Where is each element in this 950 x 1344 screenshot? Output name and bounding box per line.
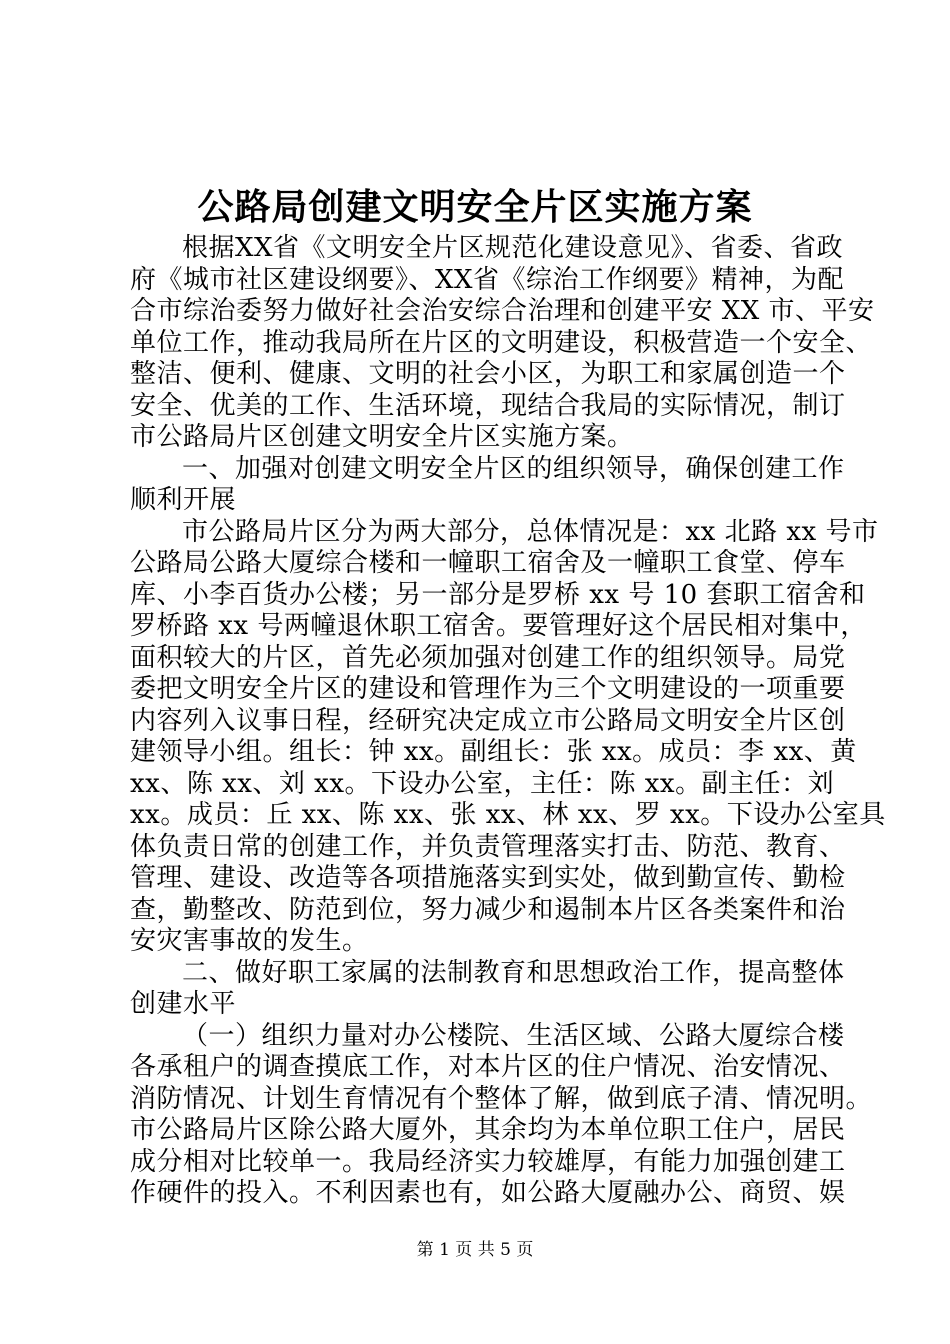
body-line: 创建水平 xyxy=(130,989,237,1019)
body-line: 根据XX省《文明安全片区规范化建设意见》、省委、省政 xyxy=(182,233,844,263)
body-line: 公路局公路大厦综合楼和一幢职工宿舍及一幢职工食堂、停车 xyxy=(130,548,846,578)
body-line: 市公路局片区除公路大厦外，其余均为本单位职工住户，居民 xyxy=(130,1115,846,1145)
document-title: 公路局创建文明安全片区实施方案 xyxy=(197,186,753,228)
body-line: （一）组织力量对办公楼院、生活区域、公路大厦综合楼 xyxy=(182,1020,845,1051)
body-line: 罗桥路 xx 号两幢退休职工宿舍。要管理好这个居民相对集中， xyxy=(130,611,867,641)
body-line: 建领导小组。组长：钟 xx。副组长：张 xx。成员：李 xx、黄 xyxy=(130,737,857,767)
body-line: 一、加强对创建文明安全片区的组织领导，确保创建工作 xyxy=(182,453,845,484)
body-line: 查，勤整改、防范到位，努力减少和遏制本片区各类案件和治 xyxy=(130,894,846,925)
body-line: 各承租户的调查摸底工作，对本片区的住户情况、治安情况、 xyxy=(130,1052,846,1082)
body-line: xx、陈 xx、刘 xx。下设办公室，主任：陈 xx。副主任：刘 xyxy=(130,768,835,799)
body-line: 体负责日常的创建工作，并负责管理落实打击、防范、教育、 xyxy=(130,831,846,862)
body-line: 市公路局片区创建文明安全片区实施方案。 xyxy=(130,422,634,452)
body-line: 单位工作，推动我局所在片区的文明建设，积极营造一个安全、 xyxy=(130,327,873,358)
body-line: 管理、建设、改造等各项措施落实到实处，做到勤宣传、勤检 xyxy=(130,863,846,893)
body-line: 府《城市社区建设纲要》、XX省《综治工作纲要》精神，为配 xyxy=(130,264,845,295)
body-line: 整洁、便利、健康、文明的社会小区，为职工和家属创造一个 xyxy=(130,359,846,389)
body-line: 安全、优美的工作、生活环境，现结合我局的实际情况，制订 xyxy=(130,390,846,421)
body-line: 二、做好职工家属的法制教育和思想政治工作，提高整体 xyxy=(182,957,845,988)
page-footer: 第 1 页 共 5 页 xyxy=(416,1240,534,1260)
body-line: 库、小李百货办公楼；另一部分是罗桥 xx 号 10 套职工宿舍和 xyxy=(130,579,866,610)
body-line: 内容列入议事日程，经研究决定成立市公路局文明安全片区创 xyxy=(130,705,846,736)
document-body xyxy=(130,233,886,1210)
body-line: 安灾害事故的发生。 xyxy=(130,926,369,956)
body-line: 成分相对比较单一。我局经济实力较雄厚，有能力加强创建工 xyxy=(130,1146,846,1177)
body-line: 合市综治委努力做好社会治安综合治理和创建平安 XX 市、平安 xyxy=(130,296,875,326)
body-line: 作硬件的投入。不利因素也有，如公路大厦融办公、商贸、娱 xyxy=(130,1178,846,1208)
body-line: xx。成员：丘 xx、陈 xx、张 xx、林 xx、罗 xx。下设办公室具 xyxy=(130,800,886,830)
body-line: 市公路局片区分为两大部分，总体情况是：xx 北路 xx 号市 xyxy=(182,516,879,547)
body-line: 消防情况、计划生育情况有个整体了解，做到底子清、情况明。 xyxy=(130,1083,873,1114)
body-line: 顺利开展 xyxy=(130,485,237,515)
body-line: 委把文明安全片区的建设和管理作为三个文明建设的一项重要 xyxy=(130,674,846,704)
body-line: 面积较大的片区，首先必须加强对创建工作的组织领导。局党 xyxy=(130,642,846,673)
